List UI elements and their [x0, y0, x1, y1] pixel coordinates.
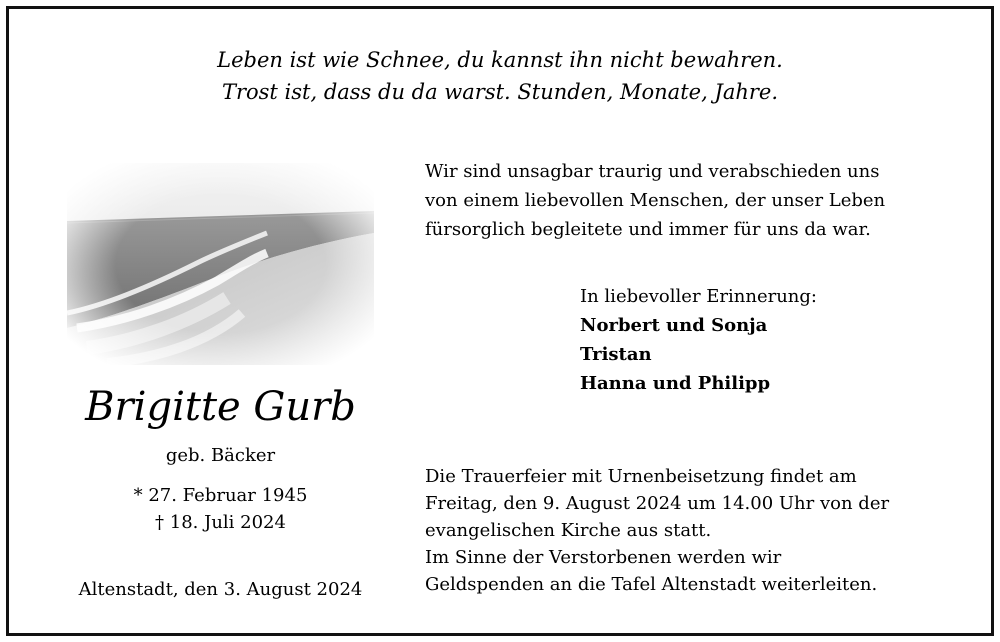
death-date: † 18. Juli 2024 [155, 512, 286, 533]
service-info [425, 463, 965, 598]
service-line-1: Die Trauerfeier mit Urnenbeisetzung findet am [425, 466, 857, 487]
mourner-name: Norbert und Sonja [580, 315, 768, 336]
memory-heading: In liebevoller Erinnerung: [580, 286, 817, 307]
birth-date: * 27. Februar 1945 [133, 485, 308, 506]
mourner-name: Tristan [580, 344, 652, 365]
intro-text [425, 157, 945, 244]
quote-line-2: Trost ist, dass du da warst. Stunden, Monate, Jahre. [221, 80, 779, 104]
mourners-block [580, 282, 960, 398]
memorial-quote [0, 44, 1000, 108]
service-line-3: evangelischen Kirche aus statt. [425, 520, 712, 541]
intro-line-3: fürsorglich begleitete und immer für uns da war. [425, 219, 871, 240]
life-dates [67, 482, 374, 536]
quote-line-1: Leben ist wie Schnee, du kannst ihn nicht bewahren. [217, 48, 783, 72]
service-line-2: Freitag, den 9. August 2024 um 14.00 Uhr von der [425, 493, 890, 514]
birth-name: geb. Bäcker [165, 445, 276, 466]
intro-line-1: Wir sind unsagbar traurig und verabschieden uns [425, 161, 880, 182]
intro-line-2: von einem liebevollen Menschen, der unser Leben [425, 190, 886, 211]
beach-waves-image [67, 163, 374, 365]
service-line-5: Geldspenden an die Tafel Altenstadt weiterleiten. [425, 574, 878, 595]
place-and-date: Altenstadt, den 3. August 2024 [78, 579, 363, 600]
deceased-name: Brigitte Gurb [85, 384, 356, 430]
mourner-name: Hanna und Philipp [580, 373, 771, 394]
service-line-4: Im Sinne der Verstorbenen werden wir [425, 547, 782, 568]
beach-photo [67, 163, 374, 365]
